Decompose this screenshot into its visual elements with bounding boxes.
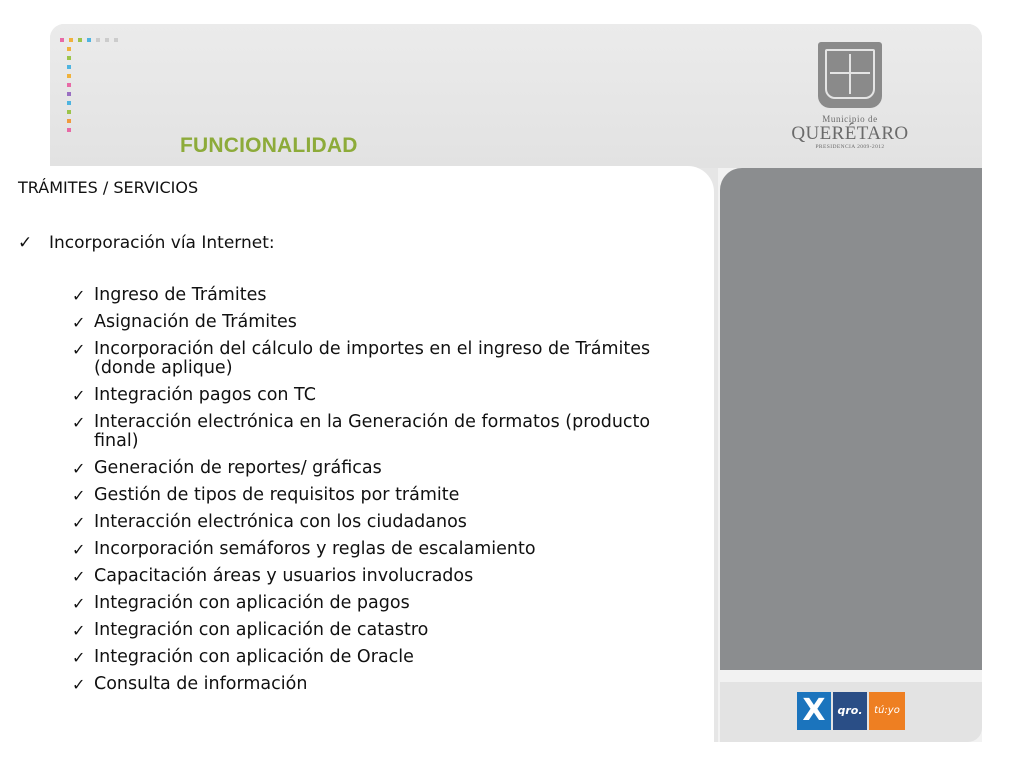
checklist-item — [18, 340, 708, 378]
section-heading: TRÁMITES / SERVICIOS — [18, 178, 199, 197]
checklist-item-text: Incorporación del cálculo de importes en el ingreso de Trámites (donde aplique) — [94, 339, 651, 378]
checklist-item-text: Capacitación áreas y usuarios involucrados — [94, 566, 474, 586]
checklist-item-text: Integración con aplicación de catastro — [94, 620, 429, 640]
checklist-item — [18, 413, 708, 451]
checklist-item — [18, 594, 708, 613]
qro-tu-yo-logo — [797, 692, 905, 730]
decorative-dot — [60, 38, 64, 42]
checkmark-icon: ✓ — [18, 233, 33, 253]
decorative-dot — [87, 38, 91, 42]
checklist-item — [18, 540, 708, 559]
checklist-item-text: Interacción electrónica en la Generación de formatos (producto final) — [94, 412, 651, 451]
decorative-dot — [67, 83, 71, 87]
decorative-dot — [67, 74, 71, 78]
decorative-dot — [96, 38, 100, 42]
decorative-dot — [67, 65, 71, 69]
checkmark-icon: ✓ — [72, 486, 86, 505]
badge-qro-text: qro. — [833, 692, 867, 730]
checkmark-icon: ✓ — [72, 594, 86, 613]
gray-side-panel — [720, 168, 982, 670]
decorative-dot — [67, 119, 71, 123]
municipio-queretaro-logo — [780, 40, 920, 160]
decorative-dot — [105, 38, 109, 42]
logo-line-queretaro: QUERÉTARO — [791, 123, 909, 144]
coat-of-arms-icon — [818, 42, 882, 108]
decorative-dot — [67, 56, 71, 60]
checkmark-icon: ✓ — [72, 567, 86, 586]
checklist-item-text: Integración con aplicación de pagos — [94, 593, 410, 613]
checklist-item-text: Generación de reportes/ gráficas — [94, 458, 382, 478]
checklist-item-text: Asignación de Trámites — [94, 312, 297, 332]
decorative-dot — [67, 101, 71, 105]
checklist-item-text: Ingreso de Trámites — [94, 285, 267, 305]
checklist-item-text: Integración pagos con TC — [94, 385, 316, 405]
checklist-item — [18, 459, 708, 478]
checklist-item-text: Interacción electrónica con los ciudadanos — [94, 512, 467, 532]
badge-person-icon: X — [797, 692, 831, 730]
checkmark-icon: ✓ — [72, 540, 86, 559]
checkmark-icon: ✓ — [72, 340, 86, 359]
checklist-item — [18, 567, 708, 586]
checkmark-icon: ✓ — [72, 386, 86, 405]
checklist-item-text: Gestión de tipos de requisitos por trámite — [94, 485, 460, 505]
decorative-dot — [67, 47, 71, 51]
checkmark-icon: ✓ — [72, 675, 86, 694]
slide-content — [18, 176, 708, 702]
decorative-dots — [60, 38, 140, 134]
checklist-item — [18, 386, 708, 405]
logo-line-presidencia: PRESIDENCIA 2009-2012 — [815, 144, 885, 150]
checklist-item-text: Consulta de información — [94, 674, 308, 694]
checkmark-icon: ✓ — [72, 621, 86, 640]
checklist-item — [18, 286, 708, 305]
decorative-dot — [114, 38, 118, 42]
checkmark-icon: ✓ — [72, 313, 86, 332]
level1-bullet — [18, 232, 708, 254]
checklist-item — [18, 621, 708, 640]
checklist-item — [18, 486, 708, 505]
slide-title: FUNCIONALIDAD — [180, 134, 358, 157]
checkmark-icon: ✓ — [72, 513, 86, 532]
checklist-item-text: Integración con aplicación de Oracle — [94, 647, 414, 667]
checkmark-icon: ✓ — [72, 648, 86, 667]
checklist — [18, 286, 708, 694]
logo-line-municipio: Municipio de — [822, 114, 878, 124]
checklist-item — [18, 675, 708, 694]
checkmark-icon: ✓ — [72, 286, 86, 305]
checklist-item — [18, 313, 708, 332]
checklist-item — [18, 648, 708, 667]
checklist-item — [18, 513, 708, 532]
level1-bullet-text: Incorporación vía Internet: — [49, 233, 275, 253]
checklist-item-text: Incorporación semáforos y reglas de escalamiento — [94, 539, 536, 559]
decorative-dot — [67, 128, 71, 132]
decorative-dot — [67, 92, 71, 96]
decorative-dot — [67, 110, 71, 114]
badge-tuyo-text: tú:yo — [869, 692, 905, 730]
decorative-dot — [69, 38, 73, 42]
decorative-dot — [78, 38, 82, 42]
checkmark-icon: ✓ — [72, 413, 86, 432]
checkmark-icon: ✓ — [72, 459, 86, 478]
